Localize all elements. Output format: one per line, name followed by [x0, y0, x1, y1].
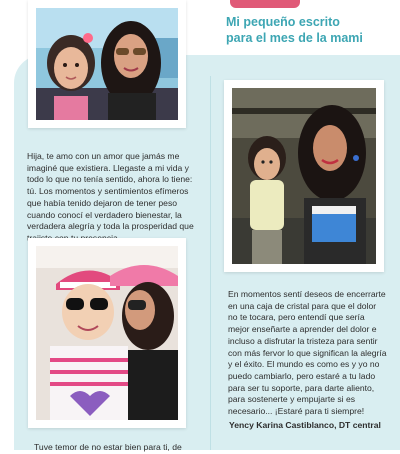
paragraph-left-1: Hija, te amo con un amor que jamás me imaginé que existiera. Llegaste a mi vida y todo lo que no tenía sentido, ahora lo tiene: tú. Los momentos y sentimientos efímeros que había tenido dejaron de tener peso cuando conocí el verdadero bienestar, la verdadera alegría y toda la prosperidad que [27, 151, 194, 232]
author-signature: Yency Karina Castiblanco, DT central [229, 420, 381, 430]
mother-daughter-beach-photo [36, 8, 178, 120]
mother-daughter-tree-photo [232, 88, 376, 264]
pink-caps-photo-image [36, 246, 178, 420]
paragraph-right-1: En momentos sentí deseos de encerrarte en una caja de cristal para que el dolor no te tocara, pero entendí que sería mejor enseñarte a aprender del dolor e incluso a disfrutar la tristeza para sentir con más fervor lo que significan la alegría y el éxito. El mundo es como es y yo no puedo cambiarlo, pero estaré a tu lado para ser tu soporte, para darte aliento, para sostenerte y empujarte si es necesario... ¡Estaré para ti siempre! [228, 289, 387, 417]
title-line-1: Mi pequeño escrito [226, 15, 340, 29]
column-divider [210, 76, 211, 450]
tree-photo-image [232, 88, 376, 264]
title-line-2: para el mes de la mami [226, 31, 363, 45]
beach-photo-image [36, 8, 178, 120]
photo-card-2 [224, 80, 384, 272]
page-title [226, 14, 400, 46]
photo-card-1 [28, 0, 186, 128]
photo-card-3 [28, 238, 186, 428]
paragraph-left-2: Tuve temor de no estar bien para ti, de [34, 442, 182, 452]
mother-daughter-pink-caps-photo [36, 246, 178, 420]
header-decoration [230, 0, 300, 8]
